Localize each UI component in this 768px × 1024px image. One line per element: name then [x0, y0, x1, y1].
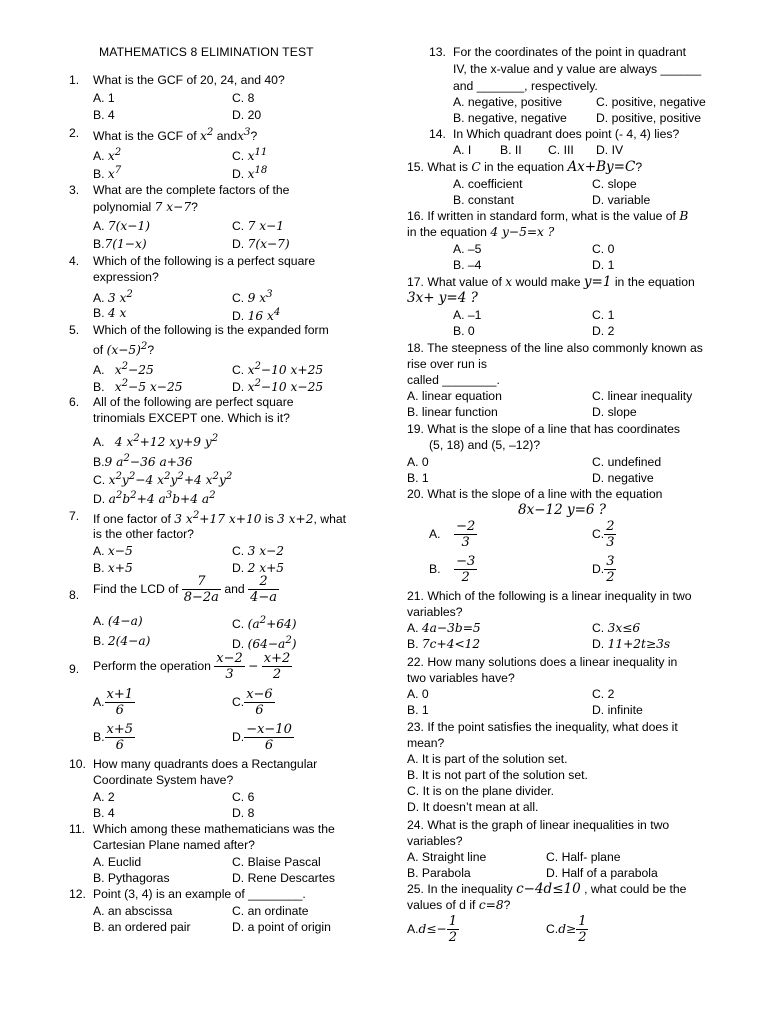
q19-choice-a: A. 0: [407, 455, 429, 469]
q22-choice-c: C. 2: [592, 687, 615, 701]
q2-expr-2: $x^3$: [237, 127, 251, 144]
q3-text-line2: polynomial 7 x−7?: [93, 200, 198, 214]
q11-choice-c: C. Blaise Pascal: [232, 855, 321, 869]
q22-text-line1: 22. How many solutions does a linear inequality in: [407, 655, 678, 669]
q25-choice-c: C.d≥ $\frac{1}{2}$: [546, 914, 587, 945]
q1-number: 1.: [69, 73, 80, 87]
q14-number: 14.: [429, 127, 446, 141]
q7-choice-b: B. x+5: [93, 561, 133, 575]
q2-choice-b: B. $x^7$: [93, 165, 122, 182]
q5-choice-a: A. $x^2-25$: [93, 361, 154, 378]
q3-choice-b: B.7(1−x): [93, 237, 147, 251]
q13-choice-a: A. negative, positive: [453, 95, 563, 109]
q9-choice-b: B. $\frac{x+5}{6}$: [93, 722, 134, 753]
q4-choice-c: C. 9 $x^3$: [232, 289, 273, 306]
q17-choice-a: A. –1: [453, 308, 482, 322]
q12-choice-d: D. a point of origin: [232, 920, 331, 934]
q4-choice-a: A. 3 $x^2$: [93, 289, 133, 306]
q8-choice-b: B. 2(4−a): [93, 634, 151, 648]
q3-choice-a: A. 7(x−1): [93, 219, 151, 233]
q12-number: 12.: [69, 887, 86, 901]
q6-choice-b: B.9 $a^2-36$ a+36: [93, 453, 193, 470]
q15-choice-c: C. slope: [592, 177, 637, 191]
q24-choice-c: C. Half- plane: [546, 850, 621, 864]
q21-choice-d: D. 11+2t≥3s: [592, 637, 671, 651]
q1-choice-d: D. 20: [232, 108, 262, 122]
q20-choice-b: B. $\frac{-3}{2}$: [429, 554, 476, 585]
left-column: [0, 0, 347, 1024]
q11-text-line1: Which among these mathematicians was the: [93, 822, 335, 836]
q7-text-line1: If one factor of 3 $x^2+17$ x+10 is 3 x+2, what: [93, 510, 347, 527]
q19-choice-b: B. 1: [407, 471, 429, 485]
q6-choice-d: D. $a^2b^2+4$ $a^3b+4$ $a^2$: [93, 490, 216, 507]
q6-choice-a: A. 4 $x^2+12$ xy+9 $y^2$: [93, 433, 219, 450]
q14-choice-b: B. II: [500, 143, 522, 157]
q23-choice-b: B. It is not part of the solution set.: [407, 768, 588, 782]
q1-choice-a: A. 1: [93, 91, 115, 105]
q11-text-line2: Cartesian Plane named after?: [93, 838, 255, 852]
q18-choice-d: D. slope: [592, 405, 637, 419]
q12-choice-a: A. an abscissa: [93, 904, 173, 918]
q9-text: Perform the operation $\frac{x-2}{3}$ − $\frac{x+2}{2}$: [93, 651, 291, 682]
q5-text-line1: Which of the following is the expanded form: [93, 323, 329, 337]
q14-choice-a: A. I: [453, 143, 472, 157]
q13-number: 13.: [429, 45, 446, 59]
q10-number: 10.: [69, 757, 86, 771]
q7-choice-c: C. 3 x−2: [232, 544, 285, 558]
q4-choice-b: B. 4 x: [93, 306, 127, 320]
q3-choice-c: C. 7 x−1: [232, 219, 285, 233]
q24-text-line2: variables?: [407, 834, 463, 848]
q16-text-line2: in the equation 4 y−5=x ?: [407, 225, 555, 239]
q20-choice-a: A. $\frac{-2}{3}$: [429, 519, 476, 550]
q16-choice-a: A. –5: [453, 242, 482, 256]
q19-choice-c: C. undefined: [592, 455, 662, 469]
q24-choice-d: D. Half of a parabola: [546, 866, 658, 880]
q25-choice-a: A.d≤− $\frac{1}{2}$: [407, 914, 458, 945]
q14-text: In Which quadrant does point (- 4, 4) lies?: [453, 127, 680, 141]
q9-fraction-2: $\frac{x+2}{2}$: [263, 651, 291, 682]
q10-choice-c: C. 6: [232, 790, 255, 804]
q16-text-line1: 16. If written in standard form, what is the value of B: [407, 209, 689, 223]
q17-text-line1: 17. What value of x would make y=1 in the equation: [407, 274, 695, 290]
q5-text-line2: of $(x-5)^2$?: [93, 341, 155, 358]
q1-choice-b: B. 4: [93, 108, 115, 122]
q17-choice-c: C. 1: [592, 308, 615, 322]
q4-text-line2: expression?: [93, 270, 159, 284]
q19-text-line2: (5, 18) and (5, –12)?: [429, 438, 541, 452]
q13-choice-c: C. positive, negative: [596, 95, 706, 109]
q4-choice-d: D. 16 $x^4$: [232, 307, 281, 324]
q2-expr-1: $x^2$: [200, 127, 214, 144]
q10-text-line1: How many quadrants does a Rectangular: [93, 757, 318, 771]
q1-text: What is the GCF of 20, 24, and 40?: [93, 73, 285, 87]
q17-text-line2: 3x+ y=4 ?: [407, 290, 478, 306]
q21-text-line1: 21. Which of the following is a linear inequality in two: [407, 589, 692, 603]
q23-text-line1: 23. If the point satisfies the inequality, what does it: [407, 720, 678, 734]
q23-choice-a: A. It is part of the solution set.: [407, 752, 568, 766]
q25-text-line2: values of d if c=8?: [407, 898, 511, 912]
q13-text-line1: For the coordinates of the point in quadrant: [453, 45, 687, 59]
q11-choice-a: A. Euclid: [93, 855, 142, 869]
q5-choice-c: C. $x^2-10$ x+25: [232, 361, 324, 378]
q19-choice-d: D. negative: [592, 471, 654, 485]
q16-choice-b: B. –4: [453, 258, 482, 272]
q24-text-line1: 24. What is the graph of linear inequalities in two: [407, 818, 670, 832]
q13-choice-b: B. negative, negative: [453, 111, 567, 125]
q7-number: 7.: [69, 509, 80, 523]
q5-choice-b: B. $x^2-5$ x−25: [93, 378, 183, 395]
q3-text-line1: What are the complete factors of the: [93, 183, 290, 197]
q13-text-line3: and _______, respectively.: [453, 79, 598, 93]
q18-choice-a: A. linear equation: [407, 389, 502, 403]
q14-choice-c: C. III: [548, 143, 574, 157]
q2-choice-a: A. $x^2$: [93, 147, 122, 164]
q16-choice-d: D. 1: [592, 258, 615, 272]
q10-choice-a: A. 2: [93, 790, 115, 804]
q23-choice-d: D. It doesn’t mean at all.: [407, 800, 539, 814]
q8-fraction-1: $\frac{7}{8-2a}$: [183, 574, 219, 605]
right-column: [400, 0, 730, 1024]
q9-choice-d: D. $\frac{-x-10}{6}$: [232, 722, 292, 753]
q8-choice-d: D. $(64-a^2)$: [232, 635, 297, 652]
q22-choice-d: D. infinite: [592, 703, 643, 717]
q6-text-line2: trinomials EXCEPT one. Which is it?: [93, 411, 290, 425]
q1-choice-c: C. 8: [232, 91, 255, 105]
q7-text-line2: is the other factor?: [93, 527, 194, 541]
q11-number: 11.: [69, 822, 86, 836]
q7-choice-d: D. 2 x+5: [232, 561, 285, 575]
q21-choice-c: C. 3x≤6: [592, 621, 641, 635]
q18-text-line1: 18. The steepness of the line also commonly known as: [407, 341, 703, 355]
q2-number: 2.: [69, 126, 80, 140]
q10-choice-b: B. 4: [93, 806, 115, 820]
q11-choice-d: D. Rene Descartes: [232, 871, 335, 885]
q15-choice-d: D. variable: [592, 193, 651, 207]
q9-fraction-1: $\frac{x-2}{3}$: [216, 651, 243, 682]
q21-text-line2: variables?: [407, 605, 463, 619]
q22-choice-b: B. 1: [407, 703, 429, 717]
q20-choice-d: D. $\frac{3}{2}$: [592, 554, 615, 585]
q6-choice-c: C. $x^2y^2-4$ $x^2y^2+4$ $x^2y^2$: [93, 471, 233, 488]
q19-text-line1: 19. What is the slope of a line that has coordinates: [407, 422, 681, 436]
q22-choice-a: A. 0: [407, 687, 429, 701]
q9-number: 9.: [69, 662, 80, 676]
q2-choice-d: D. $x^{18}$: [232, 165, 268, 182]
q2-text: What is the GCF of $x^2$ andx$^3$?: [93, 127, 258, 144]
q6-number: 6.: [69, 395, 80, 409]
q6-text-line1: All of the following are perfect square: [93, 395, 294, 409]
q24-choice-b: B. Parabola: [407, 866, 471, 880]
q16-choice-c: C. 0: [592, 242, 615, 256]
q23-text-line2: mean?: [407, 736, 445, 750]
q3-choice-d: D. 7(x−7): [232, 237, 290, 251]
q9-choice-a: A. $\frac{x+1}{6}$: [93, 687, 134, 718]
q10-text-line2: Coordinate System have?: [93, 773, 234, 787]
q22-text-line2: two variables have?: [407, 671, 515, 685]
q8-fraction-2: $\frac{2}{4-a}$: [250, 574, 277, 605]
q10-choice-d: D. 8: [232, 806, 255, 820]
q5-choice-d: D. $x^2-10$ x−25: [232, 378, 324, 395]
q4-number: 4.: [69, 254, 80, 268]
q15-choice-a: A. coefficient: [453, 177, 523, 191]
q25-text-line1: 25. In the inequality c−4d≤10 , what could be the: [407, 881, 687, 897]
q17-choice-d: D. 2: [592, 324, 615, 338]
q11-choice-b: B. Pythagoras: [93, 871, 170, 885]
q12-choice-b: B. an ordered pair: [93, 920, 191, 934]
q12-choice-c: C. an ordinate: [232, 904, 309, 918]
q20-choice-c: C. $\frac{2}{3}$: [592, 519, 615, 550]
q13-choice-d: D. positive, positive: [596, 111, 701, 125]
q20-text-line1: 20. What is the slope of a line with the equation: [407, 487, 663, 501]
q18-choice-b: B. linear function: [407, 405, 498, 419]
q5-number: 5.: [69, 323, 80, 337]
q14-choice-d: D. IV: [596, 143, 624, 157]
q18-text-line3: called ________.: [407, 373, 500, 387]
q9-choice-c: C. $\frac{x-6}{6}$: [232, 687, 273, 718]
q12-text: Point (3, 4) is an example of ________.: [93, 887, 306, 901]
q21-choice-a: A. 4a−3b=5: [407, 621, 481, 635]
q7-choice-a: A. x−5: [93, 544, 133, 558]
q24-choice-a: A. Straight line: [407, 850, 487, 864]
q13-text-line2: IV, the x-value and y value are always ______: [453, 62, 702, 76]
q18-text-line2: rise over run is: [407, 357, 487, 371]
q2-choice-c: C. $x^{11}$: [232, 147, 268, 164]
q8-number: 8.: [69, 588, 80, 602]
q15-choice-b: B. constant: [453, 193, 514, 207]
q23-choice-c: C. It is on the plane divider.: [407, 784, 555, 798]
q3-number: 3.: [69, 183, 80, 197]
q18-choice-c: C. linear inequality: [592, 389, 693, 403]
q8-choice-c: C. $(a^2+64)$: [232, 615, 297, 632]
q17-choice-b: B. 0: [453, 324, 475, 338]
q8-choice-a: A. (4−a): [93, 614, 143, 628]
q21-choice-b: B. 7c+4<12: [407, 637, 481, 651]
page-title: MATHEMATICS 8 ELIMINATION TEST: [99, 45, 314, 59]
q20-text-line2: 8x−12 y=6 ?: [518, 502, 607, 518]
q15-text: 15. What is C in the equation Ax+By=C?: [407, 159, 643, 175]
q8-text: Find the LCD of $\frac{7}{8-2a}$ and $\frac{2}{4-a}$: [93, 574, 277, 605]
q4-text-line1: Which of the following is a perfect square: [93, 254, 316, 268]
